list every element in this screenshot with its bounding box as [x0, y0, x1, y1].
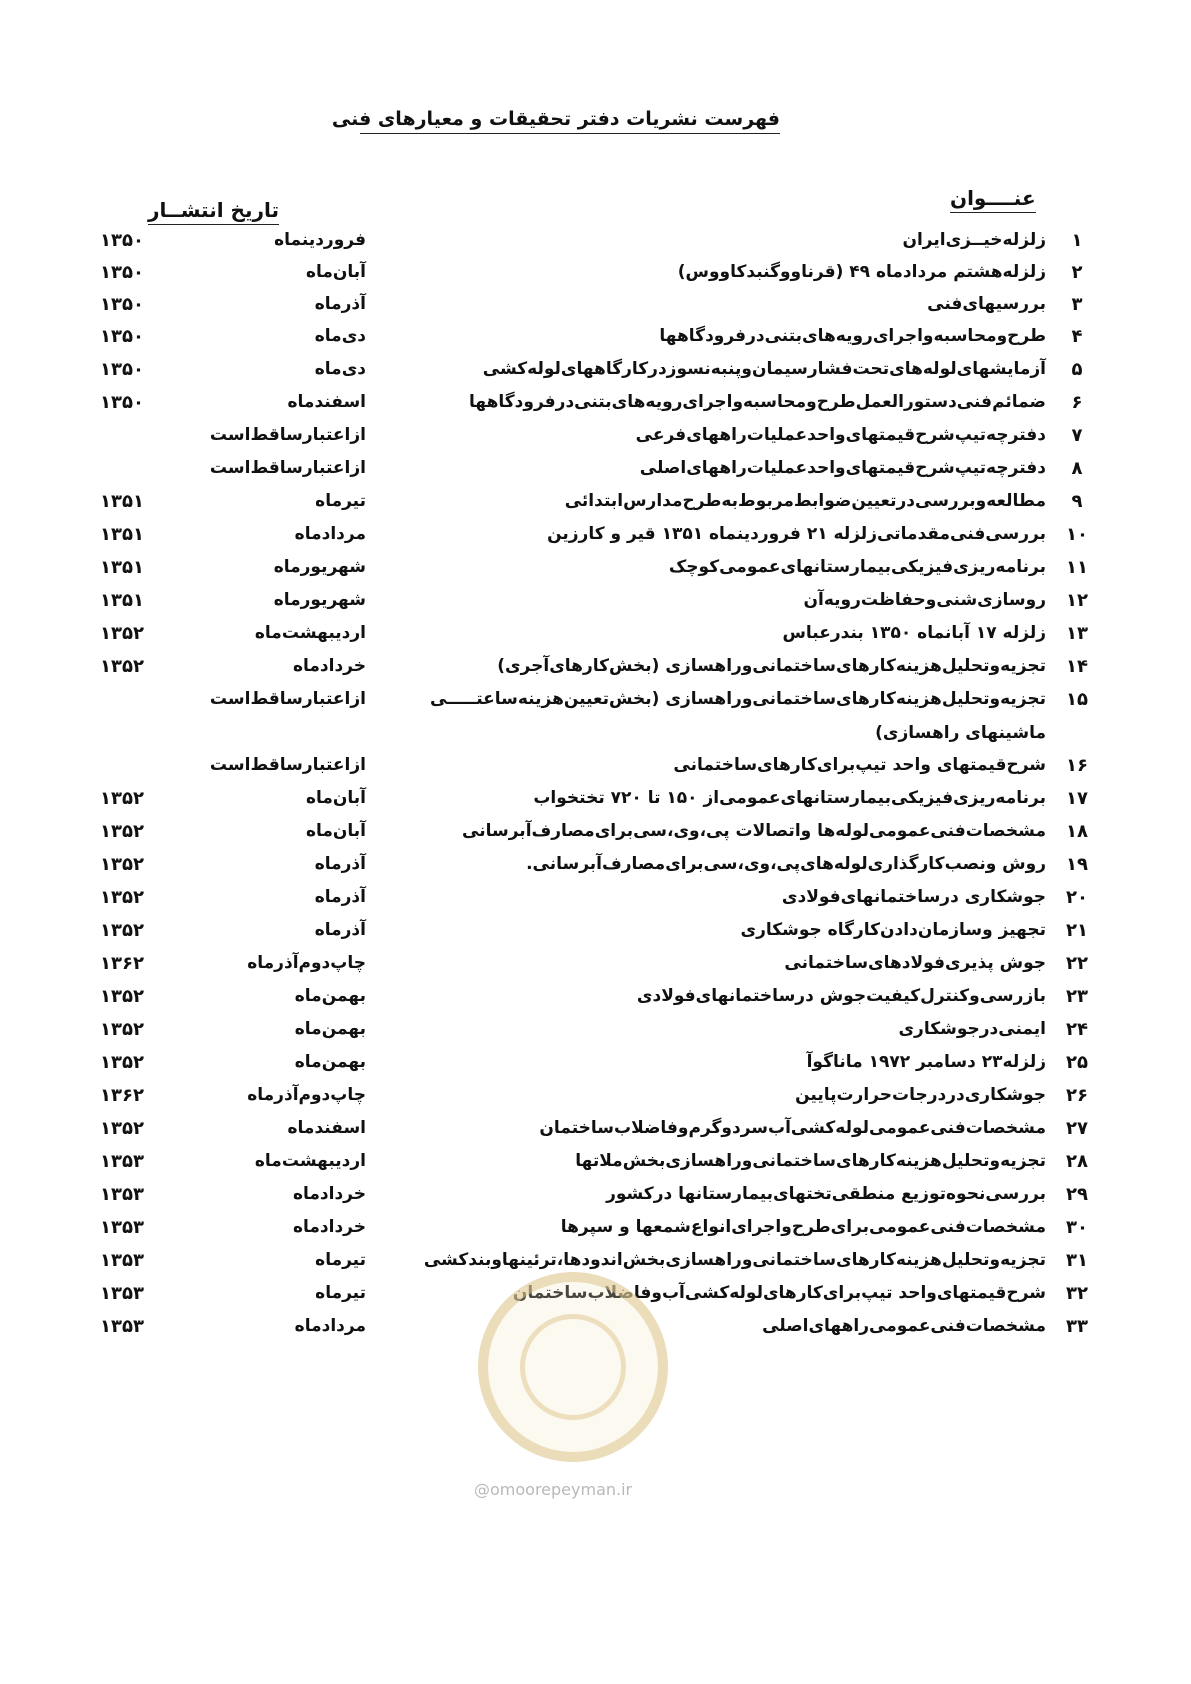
publication-title: شرح‌قیمتهای واحد تیپ‌برای‌کارهای‌ساختمانی: [673, 755, 1046, 775]
page-title: فهرست نشریات دفتر تحقیقات و معیارهای فنی: [360, 108, 780, 134]
publication-year: ۱۳۵۰: [100, 392, 144, 413]
publication-row: [0, 788, 1191, 822]
publication-title: تجزیه‌وتحلیل‌هزینه‌کارهای‌ساختمانی‌وراهسازی (بخش‌تعیین‌هزینه‌ساعتـــــی: [429, 689, 1046, 709]
publication-row: [0, 294, 1191, 328]
publication-row: [0, 953, 1191, 987]
row-number: ۱۹: [1066, 854, 1088, 875]
publication-year: ۱۳۵۲: [100, 986, 144, 1007]
publication-month: آذرماه: [314, 887, 366, 907]
publication-title: آزمایشهای‌لوله‌های‌تحت‌فشارسیمان‌وپنبه‌نسوزدرکارگاههای‌لوله‌کشی: [482, 359, 1046, 379]
publication-year: ۱۳۵۳: [100, 1250, 144, 1271]
row-number: ۱: [1071, 230, 1083, 251]
publication-year: ۱۳۵۰: [100, 359, 144, 380]
date-column-header: تاریخ انتشــار: [148, 198, 279, 225]
publication-month: آبان‌ماه: [305, 821, 366, 841]
publication-row: [0, 524, 1191, 558]
publication-year: ۱۳۵۲: [100, 1019, 144, 1040]
row-number: ۲۳: [1066, 986, 1088, 1007]
publication-title: جوش پذیری‌فولادهای‌ساختمانی: [784, 953, 1046, 973]
row-number: ۱۴: [1066, 656, 1088, 677]
row-number: ۱۵: [1066, 689, 1088, 710]
row-number: ۸: [1071, 458, 1083, 479]
publication-year: ۱۳۵۲: [100, 920, 144, 941]
publication-month: بهمن‌ماه: [294, 1019, 366, 1039]
publication-title: تجهیز وسازمان‌دادن‌کارگاه جوشکاری: [740, 920, 1046, 940]
publication-title: طرح‌ومحاسبه‌واجرای‌رویه‌های‌بتنی‌درفرودگاهها: [659, 326, 1046, 346]
row-number: ۲: [1071, 262, 1083, 283]
publication-year: ۱۳۵۰: [100, 294, 144, 315]
publication-row: [0, 425, 1191, 459]
publication-year: ۱۳۵۳: [100, 1283, 144, 1304]
row-number: ۲۲: [1066, 953, 1088, 974]
publication-month: خردادماه: [292, 656, 366, 676]
publication-row: [0, 326, 1191, 360]
publication-title: مشخصات‌فنی‌عمومی‌برای‌طرح‌واجرای‌انواع‌شمعها و سپرها: [560, 1217, 1046, 1237]
publication-title: دفترچه‌تیپ‌شرح‌قیمتهای‌واحد‌عملیات‌راههای‌اصلی: [639, 458, 1046, 478]
publication-title: مطالعه‌وبررسی‌درتعیین‌ضوابط‌مربوط‌به‌طرح‌مدارس‌ابتدائی: [564, 491, 1046, 511]
publication-month: ازاعتبارساقط‌است: [209, 755, 366, 775]
row-number: ۶: [1071, 392, 1083, 413]
publication-month: فروردینماه: [274, 230, 366, 250]
row-number: ۹: [1071, 491, 1083, 512]
publication-row: [0, 1052, 1191, 1086]
publication-title: بررسی‌فنی‌مقدماتی‌زلزله ۲۱ فروردینماه ۱۳۵۱ قیر و کارزین: [547, 524, 1046, 544]
row-number: ۱۷: [1066, 788, 1088, 809]
publication-month: بهمن‌ماه: [294, 986, 366, 1006]
publication-month: شهریورماه: [273, 590, 366, 610]
publication-title: روسازی‌شنی‌وحفاظت‌رویه‌آن: [803, 590, 1046, 610]
publication-month: ازاعتبارساقط‌است: [209, 458, 366, 478]
publication-title: زلزله‌خیــزی‌ایران: [902, 230, 1046, 250]
publication-year: ۱۳۵۲: [100, 887, 144, 908]
publication-row: [0, 986, 1191, 1020]
row-number: ۱۲: [1066, 590, 1088, 611]
publication-month: اردیبهشت‌ماه: [254, 1151, 366, 1171]
seal-stamp-logo: [478, 1272, 668, 1462]
row-number: ۱۱: [1066, 557, 1088, 578]
publication-title: ایمنی‌درجوشکاری: [898, 1019, 1046, 1039]
publication-year: ۱۳۵۲: [100, 1118, 144, 1139]
publication-row: [0, 392, 1191, 426]
publication-year: ۱۳۵۲: [100, 788, 144, 809]
publication-month: آذرماه: [314, 920, 366, 940]
publication-month: ازاعتبارساقط‌است: [209, 689, 366, 709]
publication-year: ۱۳۵۳: [100, 1217, 144, 1238]
publication-month: اسفندماه: [287, 1118, 366, 1138]
publication-title: ضمائم‌فنی‌دستورالعمل‌طرح‌ومحاسبه‌واجرای‌رویه‌های‌بتنی‌درفرودگاهها: [469, 392, 1046, 412]
row-number: ۲۶: [1066, 1085, 1088, 1106]
publication-month: خردادماه: [292, 1184, 366, 1204]
row-number: ۱۰: [1066, 524, 1088, 545]
publication-title: بررسی‌نحوه‌توزیع منطقی‌تختهای‌بیمارستانها درکشور: [606, 1184, 1046, 1204]
publication-title: زلزله‌هشتم مردادماه ۴۹ (قرناووگنبدکاووس): [677, 262, 1046, 282]
publication-row: [0, 1217, 1191, 1251]
publication-row: [0, 656, 1191, 690]
publication-title-continued: ماشینهای راهسازی): [875, 723, 1046, 743]
row-number: ۷: [1071, 425, 1083, 446]
row-number: ۵: [1071, 359, 1083, 380]
publication-row: [0, 262, 1191, 296]
publication-year: ۱۳۵۳: [100, 1151, 144, 1172]
publication-row: [0, 689, 1191, 743]
publication-year: ۱۳۵۱: [100, 491, 144, 512]
publication-title: زلزله۲۳ دسامبر ۱۹۷۲ ماناگوآ: [806, 1052, 1046, 1072]
publication-title: زلزله ۱۷ آبانماه ۱۳۵۰ بندرعباس: [782, 623, 1046, 643]
publication-month: دی‌ماه: [314, 326, 366, 346]
publication-title: بازرسی‌وکنترل‌کیفیت‌جوش درساختمانهای‌فولادی: [636, 986, 1046, 1006]
row-number: ۳۰: [1066, 1217, 1088, 1238]
publication-row: [0, 755, 1191, 789]
publication-year: ۱۳۵۲: [100, 1052, 144, 1073]
publication-title: تجزیه‌وتحلیل‌هزینه‌کارهای‌ساختمانی‌وراهسازی‌بخش‌ملاتها: [575, 1151, 1046, 1171]
publication-year: ۱۳۵۱: [100, 524, 144, 545]
publication-row: [0, 1118, 1191, 1152]
row-number: ۲۷: [1066, 1118, 1088, 1139]
publication-year: ۱۳۶۲: [100, 1085, 144, 1106]
publication-month: تیرماه: [315, 1283, 366, 1303]
publication-row: [0, 230, 1191, 264]
publication-row: [0, 590, 1191, 624]
row-number: ۲۸: [1066, 1151, 1088, 1172]
publication-month: تیرماه: [315, 491, 366, 511]
publication-year: ۱۳۵۰: [100, 230, 144, 251]
publication-year: ۱۳۵۳: [100, 1184, 144, 1205]
publication-title: برنامه‌ریزی‌فیزیکی‌بیمارستانهای‌عمومی‌از ۱۵۰ تا ۷۲۰ تختخواب: [533, 788, 1046, 808]
publication-title: جوشکاری درساختمانهای‌فولادی: [781, 887, 1046, 907]
publication-month: اردیبهشت‌ماه: [254, 623, 366, 643]
row-number: ۳۲: [1066, 1283, 1088, 1304]
publication-month: شهریورماه: [273, 557, 366, 577]
publication-row: [0, 920, 1191, 954]
publication-month: تیرماه: [315, 1250, 366, 1270]
publication-row: [0, 1085, 1191, 1119]
row-number: ۴: [1071, 326, 1083, 347]
publication-year: ۱۳۶۲: [100, 953, 144, 974]
publication-year: ۱۳۵۳: [100, 1316, 144, 1337]
publication-row: [0, 458, 1191, 492]
publication-row: [0, 359, 1191, 393]
publication-month: آبان‌ماه: [305, 788, 366, 808]
publication-year: ۱۳۵۱: [100, 557, 144, 578]
publication-year: ۱۳۵۲: [100, 854, 144, 875]
row-number: ۳: [1071, 294, 1083, 315]
publication-title: مشخصات‌فنی‌عمومی‌لوله‌ها واتصالات پی،وی،سی‌برای‌مصارف‌آبرسانی: [462, 821, 1046, 841]
title-column-header: عنــــوان: [950, 186, 1036, 213]
publication-title: روش ونصب‌کارگذاری‌لوله‌های‌پی،وی،سی‌برای‌مصارف‌آبرسانی.: [526, 854, 1046, 874]
publication-month: مردادماه: [294, 1316, 366, 1336]
row-number: ۲۱: [1066, 920, 1088, 941]
publication-row: [0, 1184, 1191, 1218]
publication-title: شرح‌قیمتهای‌واحد تیپ‌برای‌کارهای‌لوله‌کشی‌آب‌وفاضلاب‌ساختمان: [512, 1283, 1046, 1303]
row-number: ۲۴: [1066, 1019, 1088, 1040]
publication-title: برنامه‌ریزی‌فیزیکی‌بیمارستانهای‌عمومی‌کوچک: [668, 557, 1046, 577]
row-number: ۲۵: [1066, 1052, 1088, 1073]
seal-inner-ring: [520, 1314, 626, 1420]
publication-month: آبان‌ماه: [305, 262, 366, 282]
row-number: ۳۳: [1066, 1316, 1088, 1337]
publication-title: مشخصات‌فنی‌عمومی‌لوله‌کشی‌آب‌سردوگرم‌وفاضلاب‌ساختمان: [539, 1118, 1046, 1138]
publication-row: [0, 1019, 1191, 1053]
row-number: ۲۹: [1066, 1184, 1088, 1205]
publication-year: ۱۳۵۰: [100, 262, 144, 283]
publication-month: دی‌ماه: [314, 359, 366, 379]
publication-row: [0, 854, 1191, 888]
publication-month: آذرماه: [314, 294, 366, 314]
publication-month: خردادماه: [292, 1217, 366, 1237]
publication-month: ازاعتبارساقط‌است: [209, 425, 366, 445]
publication-title: جوشکاری‌دردرجات‌حرارت‌پایین: [795, 1085, 1046, 1105]
publication-year: ۱۳۵۰: [100, 326, 144, 347]
publication-month: آذرماه: [314, 854, 366, 874]
row-number: ۱۶: [1066, 755, 1088, 776]
publication-row: [0, 557, 1191, 591]
publication-month: بهمن‌ماه: [294, 1052, 366, 1072]
row-number: ۱۸: [1066, 821, 1088, 842]
watermark-text: @omoorepeyman.ir: [474, 1480, 633, 1499]
publication-title: تجزیه‌وتحلیل‌هزینه‌کارهای‌ساختمانی‌وراهسازی‌بخش‌اندودها،ترئینهاوبندکشی: [423, 1250, 1046, 1270]
publication-row: [0, 821, 1191, 855]
publication-row: [0, 1151, 1191, 1185]
publication-year: ۱۳۵۲: [100, 821, 144, 842]
publication-year: ۱۳۵۲: [100, 623, 144, 644]
publication-month: اسفندماه: [287, 392, 366, 412]
row-number: ۳۱: [1066, 1250, 1088, 1271]
publication-month: چاپ‌دوم‌آذرماه: [247, 1085, 366, 1105]
row-number: ۱۳: [1066, 623, 1088, 644]
publication-month: چاپ‌دوم‌آذرماه: [247, 953, 366, 973]
row-number: ۲۰: [1066, 887, 1088, 908]
publication-row: [0, 491, 1191, 525]
publication-year: ۱۳۵۱: [100, 590, 144, 611]
publication-title: مشخصات‌فنی‌عمومی‌راههای‌اصلی: [762, 1316, 1046, 1336]
publication-title: تجزیه‌وتحلیل‌هزینه‌کارهای‌ساختمانی‌وراهسازی (بخش‌کارهای‌آجری): [497, 656, 1046, 676]
publication-title: بررسیهای‌فنی: [927, 294, 1046, 314]
publication-year: ۱۳۵۲: [100, 656, 144, 677]
publication-row: [0, 623, 1191, 657]
publication-title: دفترچه‌تیپ‌شرح‌قیمتهای‌واحد‌عملیات‌راههای‌فرعی: [635, 425, 1046, 445]
publication-row: [0, 887, 1191, 921]
publication-month: مردادماه: [294, 524, 366, 544]
